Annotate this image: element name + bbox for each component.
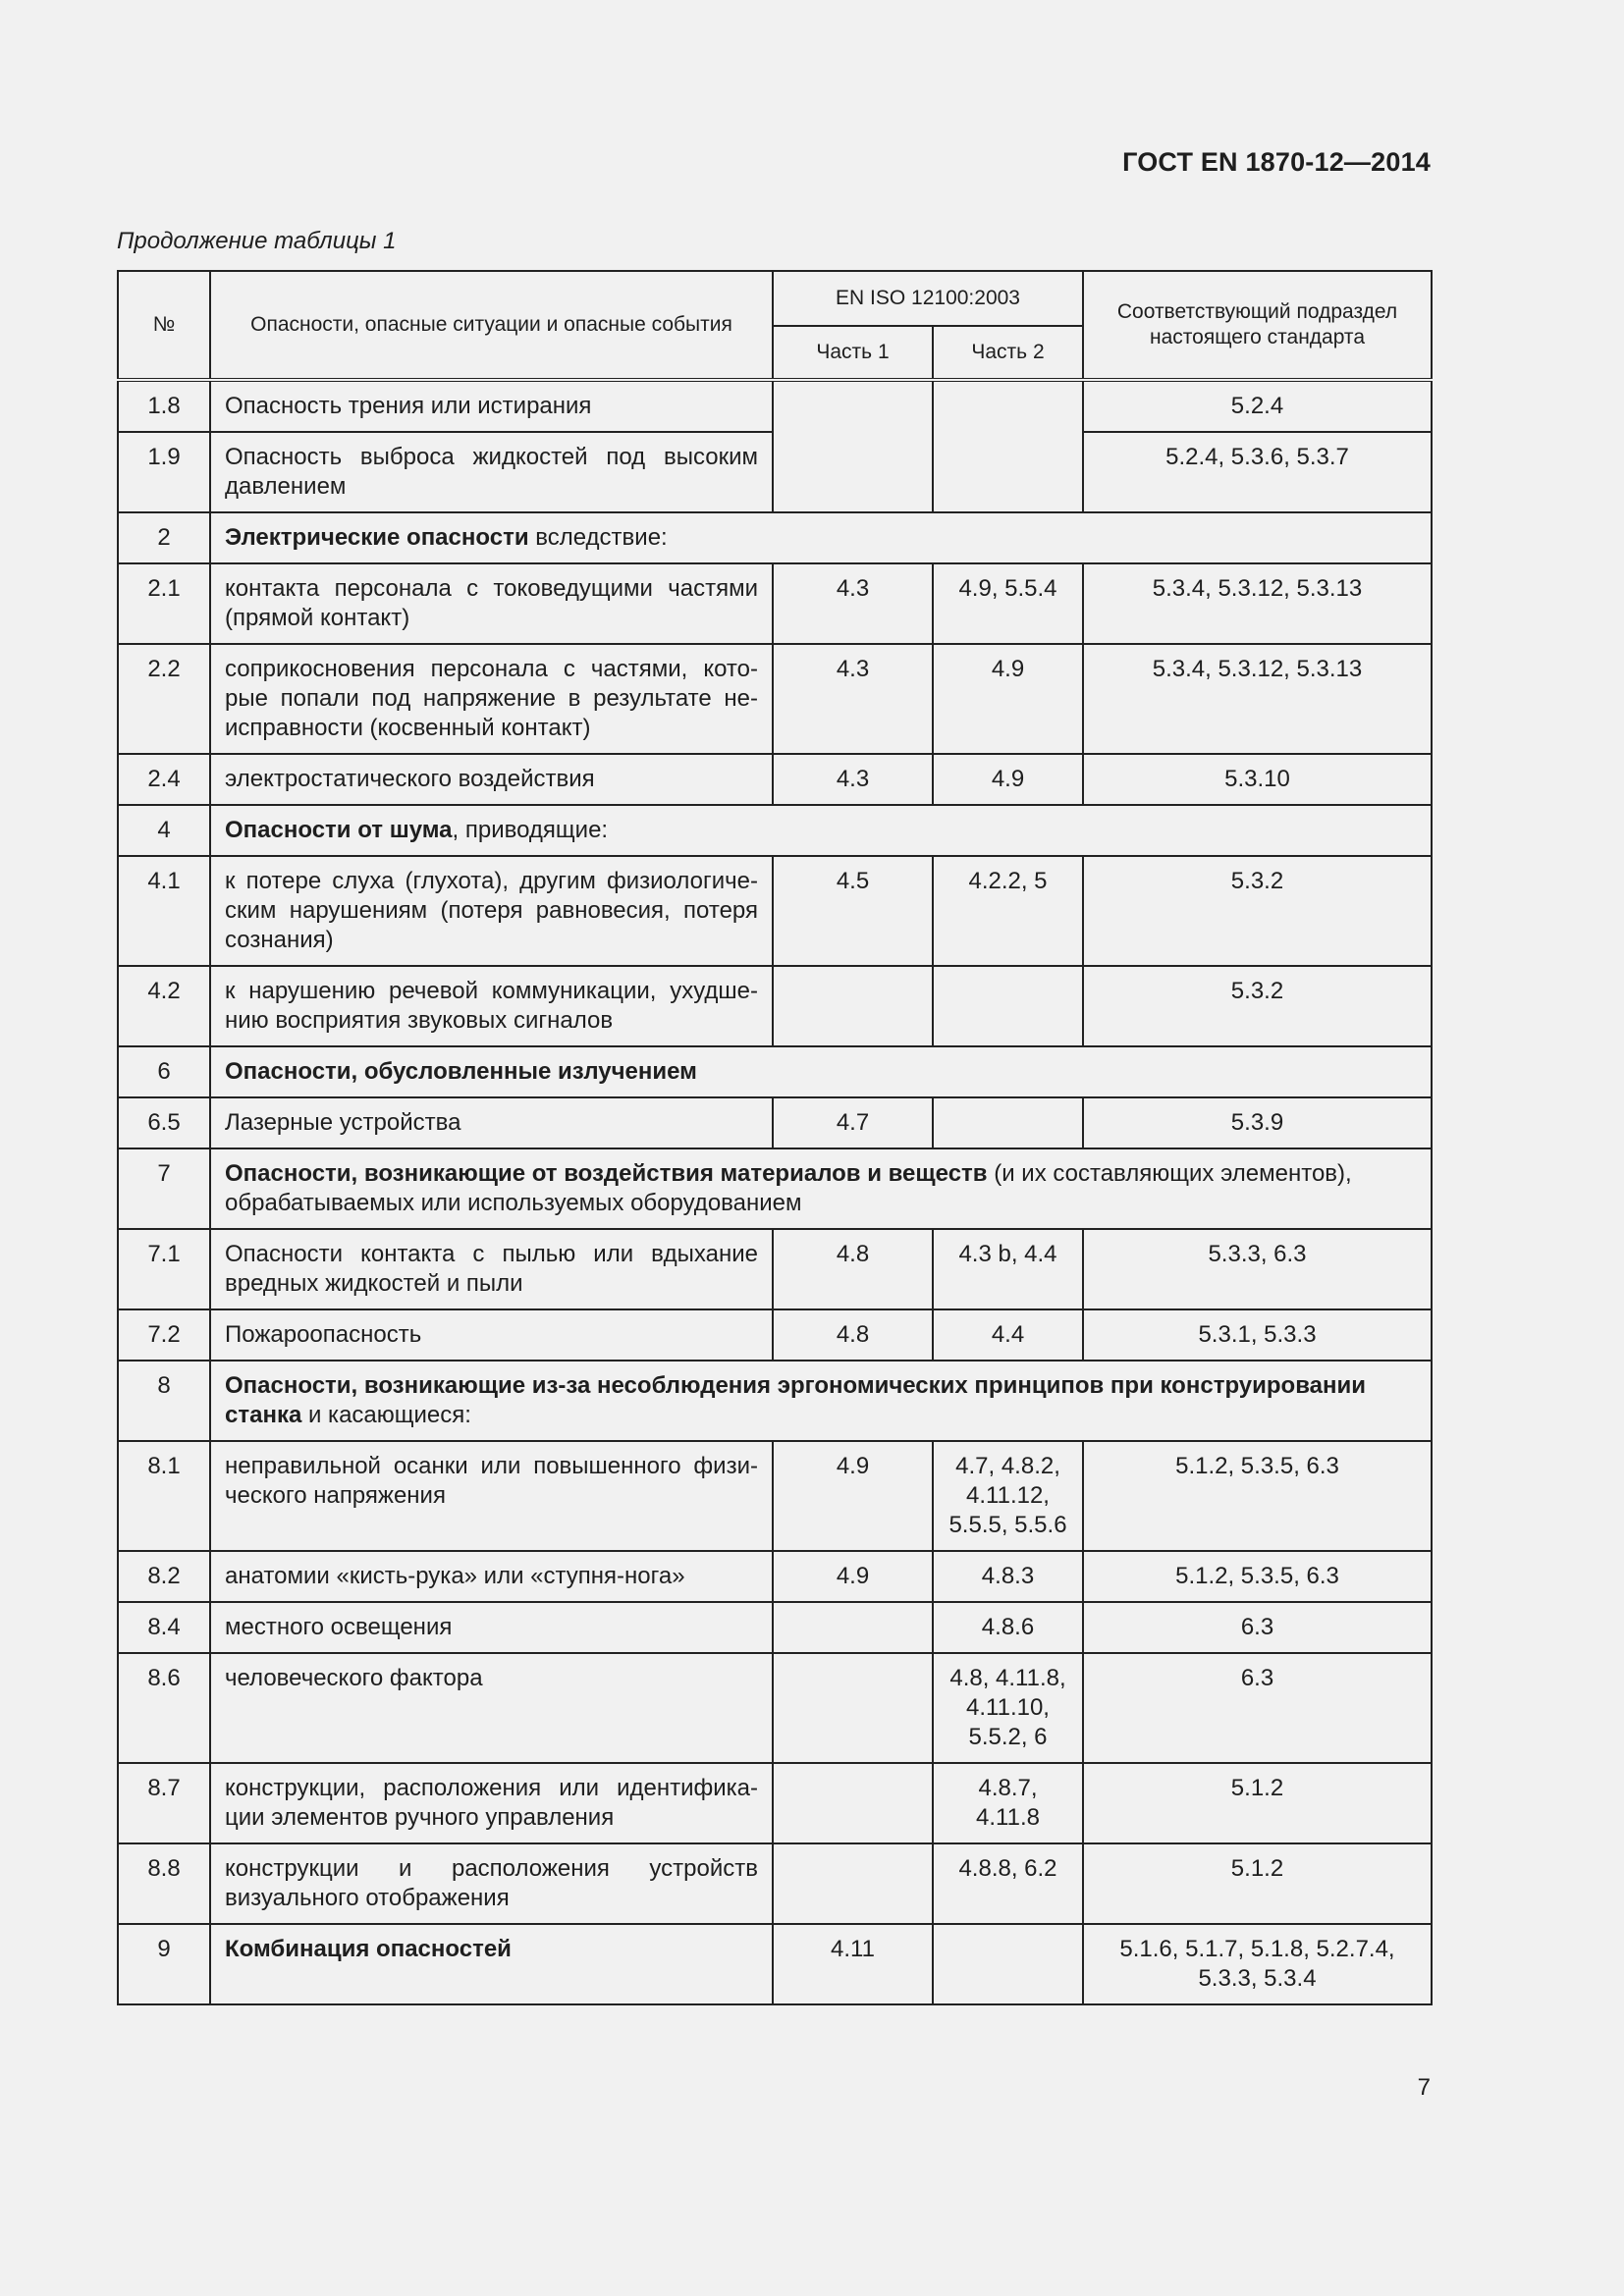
row-num: 8 [118,1361,210,1441]
table-continuation-label: Продолжение таблицы 1 [117,228,397,254]
table-row [118,1653,1432,1763]
row-subsection: 5.1.2 [1083,1843,1432,1924]
table-row [118,1602,1432,1653]
table-row [118,563,1432,644]
row-num: 7.2 [118,1309,210,1361]
row-hazard: электростатического воздействия [210,754,773,805]
row-part1 [773,1653,933,1763]
row-num: 4.2 [118,966,210,1046]
row-num: 8.6 [118,1653,210,1763]
row-part2: 4.2.2, 5 [933,856,1083,966]
row-num: 6 [118,1046,210,1097]
row-num: 8.1 [118,1441,210,1551]
group-heading-bold: Опасности, возникающие из-за несоблюдения эргономических принципов при конструировании станка [225,1372,1366,1428]
group-heading-bold: Опасности, возникающие от воздействия материалов и веществ [225,1160,988,1187]
row-hazard-bold: Комбинация опасностей [225,1936,512,1962]
table-row [118,1229,1432,1309]
row-num: 1.8 [118,380,210,432]
row-group-heading [210,805,1432,856]
page-number: 7 [1417,2074,1431,2101]
row-hazard: местного освещения [210,1602,773,1653]
row-num: 2.4 [118,754,210,805]
standard-code: ГОСТ EN 1870-12—2014 [1122,147,1431,177]
table-row [118,1361,1432,1441]
row-hazard: конструкции, расположения или идентифика-ции элементов ручного управления [210,1763,773,1843]
group-heading-rest: (и их составляющих элементов), обрабатываемых или используемых оборудованием [225,1160,1352,1216]
row-part2: 4.8, 4.11.8, 4.11.10, 5.5.2, 6 [933,1653,1083,1763]
row-subsection: 5.3.9 [1083,1097,1432,1148]
row-part1: 4.3 [773,563,933,644]
row-group-heading [210,1148,1432,1229]
col-header-num: № [118,271,210,380]
row-hazard: неправильной осанки или повышенного физи-ческого напряжения [210,1441,773,1551]
table-row [118,380,1432,432]
row-subsection: 5.1.2, 5.3.5, 6.3 [1083,1551,1432,1602]
table-row [118,1763,1432,1843]
row-hazard: к нарушению речевой коммуникации, ухудше-нию восприятия звуковых сигналов [210,966,773,1046]
row-part1: 4.8 [773,1229,933,1309]
col-header-part2: Часть 2 [933,326,1083,380]
row-num: 8.8 [118,1843,210,1924]
table-row [118,1148,1432,1229]
row-hazard: к потере слуха (глухота), другим физиологиче-ским нарушениям (потеря равновесия, потеря сознания) [210,856,773,966]
row-subsection: 5.3.4, 5.3.12, 5.3.13 [1083,644,1432,754]
row-part2 [933,1924,1083,2004]
row-subsection: 5.3.3, 6.3 [1083,1229,1432,1309]
table-row [118,1551,1432,1602]
row-part2: 4.8.8, 6.2 [933,1843,1083,1924]
row-num: 1.9 [118,432,210,512]
row-num: 4 [118,805,210,856]
col-header-subsection: Соответствующий подраздел настоящего стандарта [1083,271,1432,380]
table-row [118,1309,1432,1361]
row-part2: 4.3 b, 4.4 [933,1229,1083,1309]
row-subsection: 5.3.1, 5.3.3 [1083,1309,1432,1361]
row-subsection: 5.2.4 [1083,380,1432,432]
table-row [118,1843,1432,1924]
row-hazard: соприкосновения персонала с частями, кото-рые попали под напряжение в результате не-исправности (косвенный контакт) [210,644,773,754]
row-subsection: 5.3.10 [1083,754,1432,805]
row-part2: 4.8.6 [933,1602,1083,1653]
row-num: 8.2 [118,1551,210,1602]
row-part2: 4.7, 4.8.2, 4.11.12, 5.5.5, 5.5.6 [933,1441,1083,1551]
row-hazard: человеческого фактора [210,1653,773,1763]
row-hazard: Опасности контакта с пылью или вдыхание вредных жидкостей и пыли [210,1229,773,1309]
group-heading-rest: и касающиеся: [301,1402,471,1428]
col-header-hazards: Опасности, опасные ситуации и опасные события [210,271,773,380]
group-heading-bold: Опасности, обусловленные излучением [225,1058,697,1085]
row-part2 [933,380,1083,512]
row-part2: 4.9 [933,754,1083,805]
row-subsection: 5.1.2, 5.3.5, 6.3 [1083,1441,1432,1551]
row-subsection: 5.3.4, 5.3.12, 5.3.13 [1083,563,1432,644]
row-group-heading [210,1361,1432,1441]
row-part2: 4.9 [933,644,1083,754]
row-num: 7.1 [118,1229,210,1309]
row-group-heading [210,512,1432,563]
table-row [118,966,1432,1046]
row-part1 [773,1843,933,1924]
row-part1: 4.8 [773,1309,933,1361]
row-subsection: 6.3 [1083,1602,1432,1653]
row-num: 4.1 [118,856,210,966]
row-hazard: Опасность трения или истирания [210,380,773,432]
col-header-en-iso: EN ISO 12100:2003 [773,271,1083,326]
row-group-heading [210,1046,1432,1097]
table-row [118,1924,1432,2004]
row-part2: 4.4 [933,1309,1083,1361]
row-hazard: Лазерные устройства [210,1097,773,1148]
row-hazard: Пожароопасность [210,1309,773,1361]
row-part1 [773,1602,933,1653]
row-part1 [773,966,933,1046]
row-subsection: 5.1.6, 5.1.7, 5.1.8, 5.2.7.4, 5.3.3, 5.3.4 [1083,1924,1432,2004]
group-heading-rest: , приводящие: [452,817,609,843]
row-part2: 4.9, 5.5.4 [933,563,1083,644]
row-num: 8.7 [118,1763,210,1843]
row-hazard: конструкции и расположения устройств визуального отображения [210,1843,773,1924]
table-row [118,1097,1432,1148]
row-num: 7 [118,1148,210,1229]
row-hazard: анатомии «кисть-рука» или «ступня-нога» [210,1551,773,1602]
row-num: 8.4 [118,1602,210,1653]
table-row [118,512,1432,563]
group-heading-bold: Опасности от шума [225,817,453,843]
row-subsection: 5.3.2 [1083,856,1432,966]
row-part2 [933,966,1083,1046]
row-part1 [773,380,933,512]
table-row [118,856,1432,966]
row-part1: 4.7 [773,1097,933,1148]
row-num: 2.1 [118,563,210,644]
row-part2: 4.8.7, 4.11.8 [933,1763,1083,1843]
table-row [118,1441,1432,1551]
hazards-table [117,270,1433,2005]
row-hazard: Опасность выброса жидкостей под высоким давлением [210,432,773,512]
row-part1: 4.9 [773,1551,933,1602]
row-part1: 4.5 [773,856,933,966]
table-row [118,754,1432,805]
row-subsection: 6.3 [1083,1653,1432,1763]
group-heading-bold: Электрические опасности [225,524,529,551]
row-part2: 4.8.3 [933,1551,1083,1602]
row-part1: 4.3 [773,754,933,805]
row-hazard: контакта персонала с токоведущими частями (прямой контакт) [210,563,773,644]
row-part1: 4.9 [773,1441,933,1551]
table-row [118,1046,1432,1097]
table-row [118,644,1432,754]
row-num: 9 [118,1924,210,2004]
row-subsection: 5.1.2 [1083,1763,1432,1843]
row-num: 2.2 [118,644,210,754]
row-part1: 4.11 [773,1924,933,2004]
row-num: 2 [118,512,210,563]
row-subsection: 5.2.4, 5.3.6, 5.3.7 [1083,432,1432,512]
row-part1 [773,1763,933,1843]
row-hazard [210,1924,773,2004]
row-subsection: 5.3.2 [1083,966,1432,1046]
row-part1: 4.3 [773,644,933,754]
table-row [118,805,1432,856]
row-num: 6.5 [118,1097,210,1148]
col-header-part1: Часть 1 [773,326,933,380]
group-heading-rest: вследствие: [528,524,668,551]
row-part2 [933,1097,1083,1148]
